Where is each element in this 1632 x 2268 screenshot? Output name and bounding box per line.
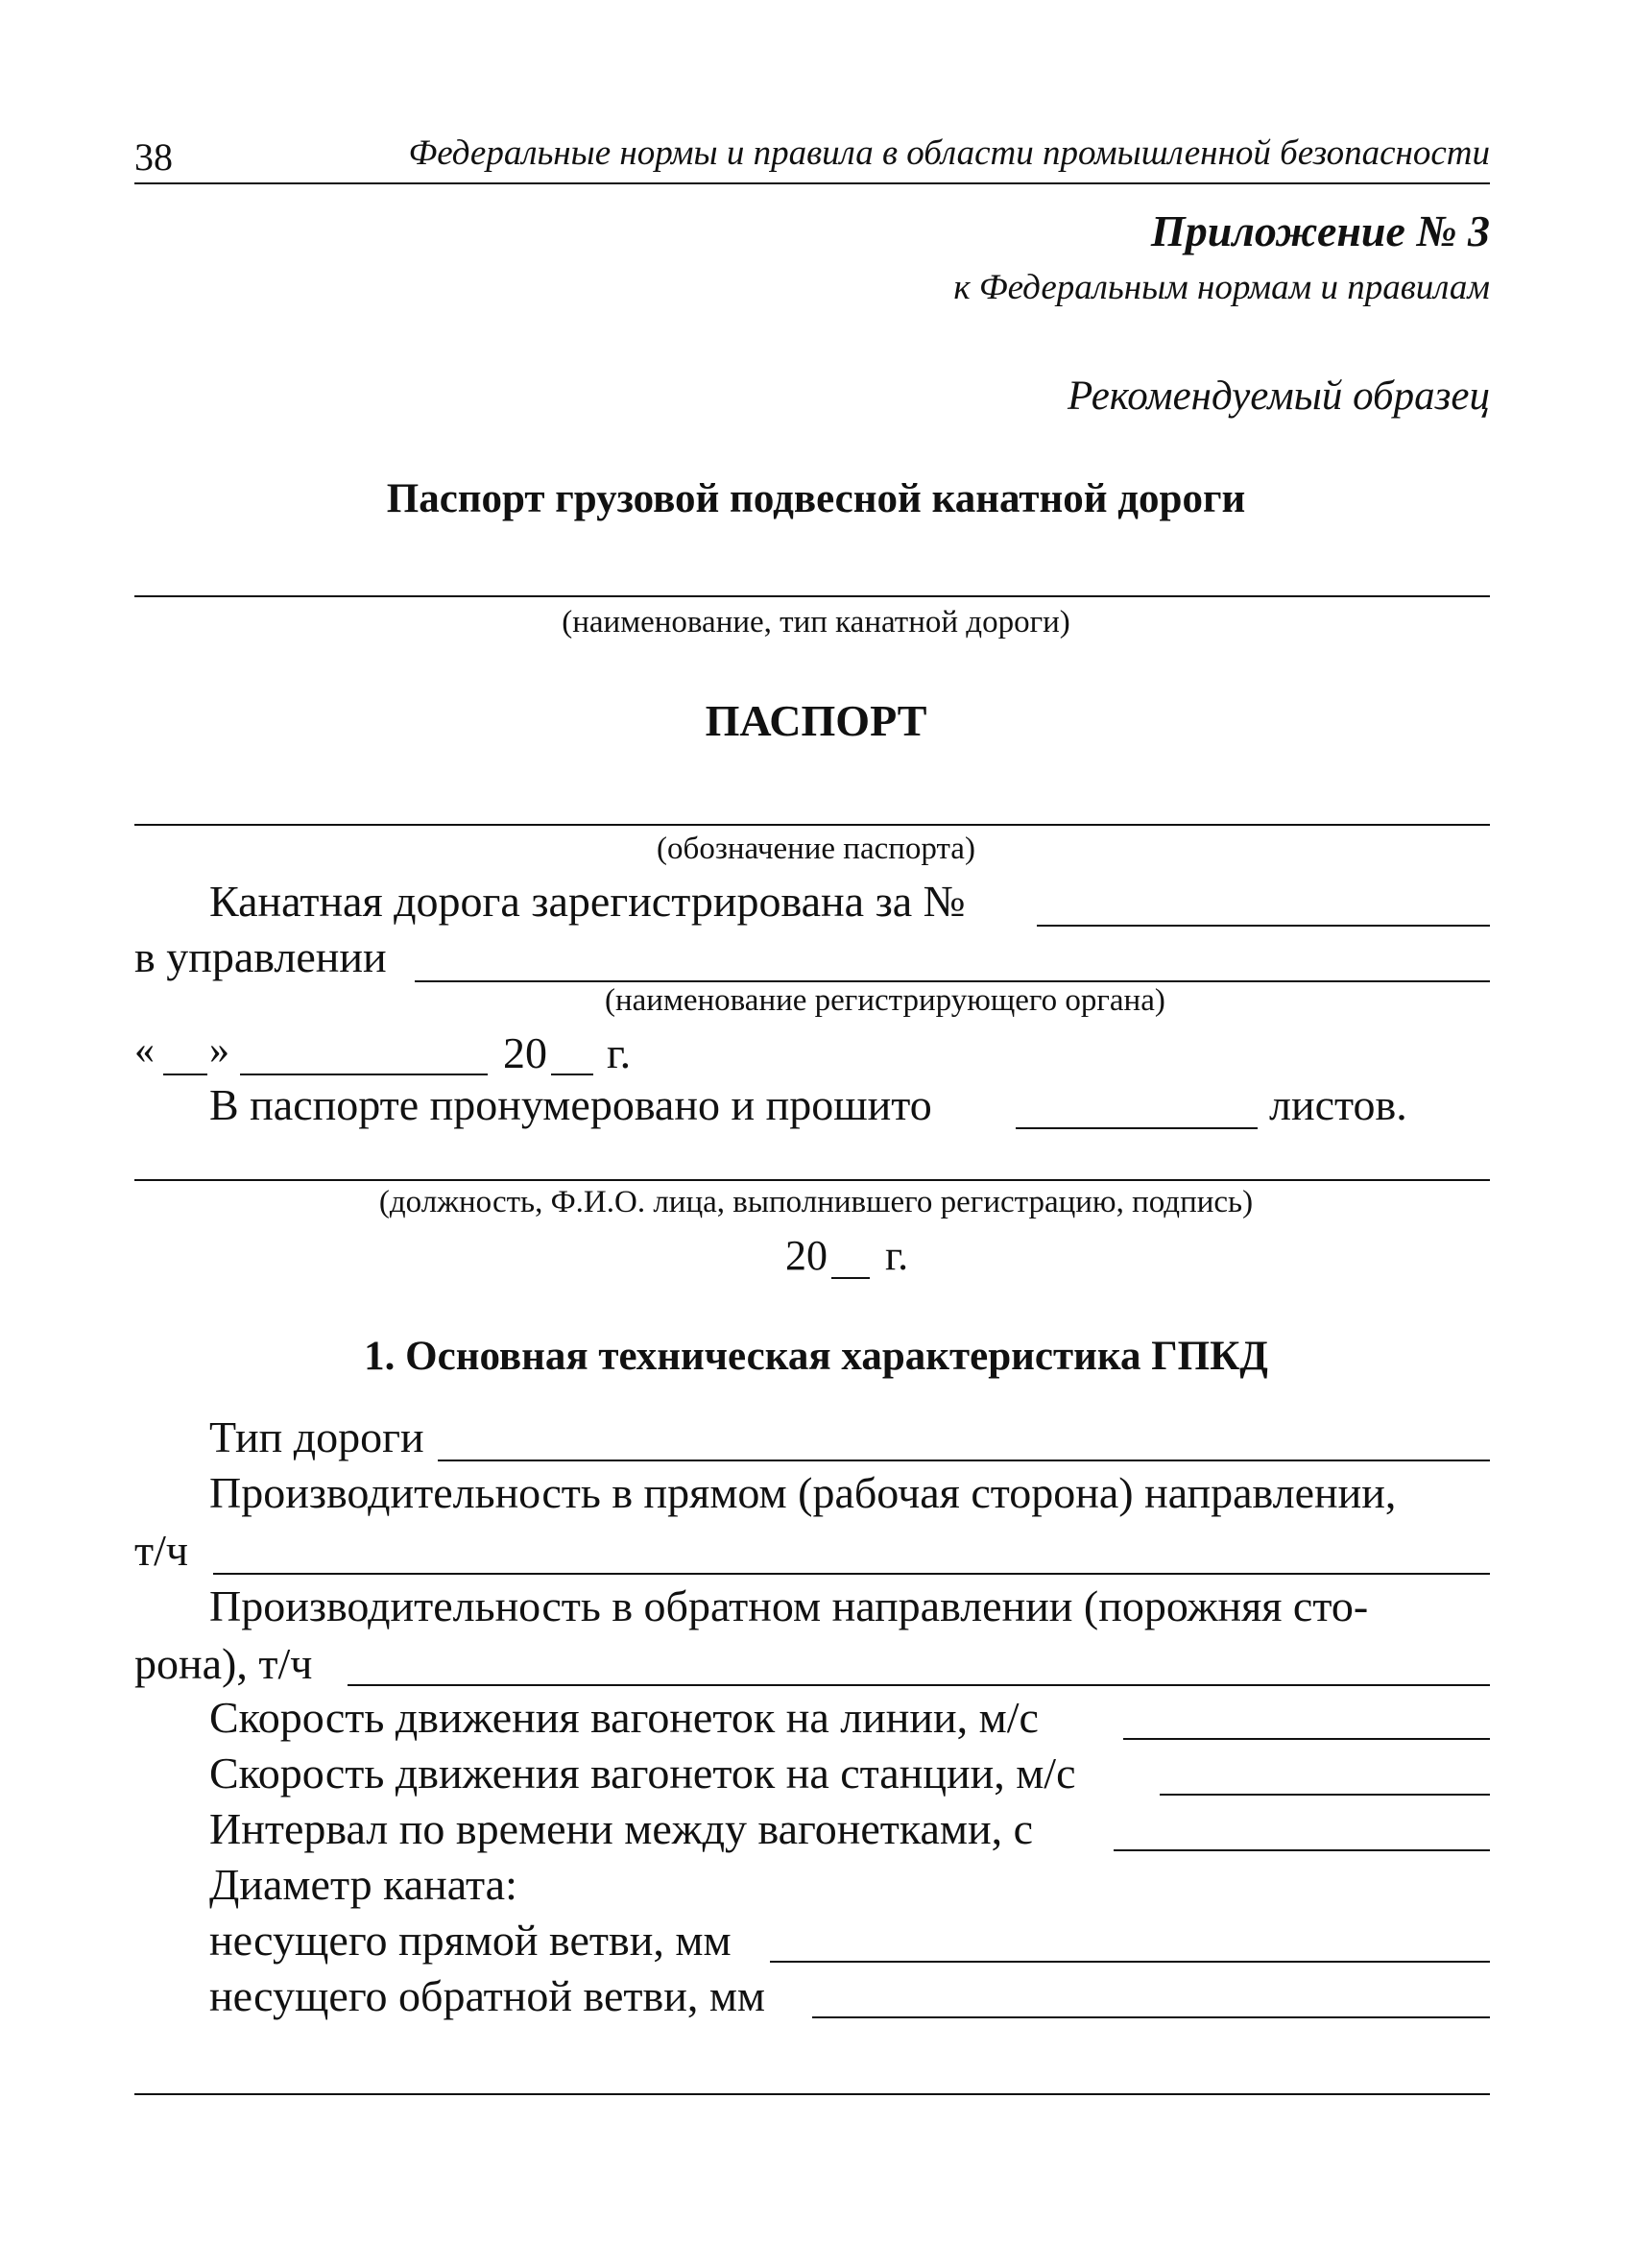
speed-line-label: Скорость движения вагонеток на линии, м/с xyxy=(209,1693,1039,1742)
name-caption: (наименование, тип канатной дороги) xyxy=(562,605,1070,639)
header-rule xyxy=(134,182,1490,184)
capacity-forward-label: Производительность в прямом (рабочая сторона) направлении, xyxy=(209,1468,1397,1517)
designation-caption: (обозначение паспорта) xyxy=(657,832,975,866)
footer-rule xyxy=(134,2093,1490,2095)
authority-caption: (наименование регистрирующего органа) xyxy=(605,983,1165,1018)
date-quote-open: « xyxy=(134,1028,155,1073)
date-quote-close: » xyxy=(209,1028,229,1073)
capacity-reverse-label-cont: рона), т/ч xyxy=(134,1639,313,1688)
document-title: Паспорт грузовой подвесной канатной дороги xyxy=(386,476,1246,521)
appendix-title: Приложение № 3 xyxy=(1150,206,1490,255)
signature-year-suffix: г. xyxy=(885,1232,909,1279)
date-month-line xyxy=(240,1074,488,1075)
road-type-line xyxy=(438,1460,1490,1461)
capacity-forward-unit: т/ч xyxy=(134,1526,189,1575)
carrying-reverse-fill xyxy=(812,2016,1490,2018)
capacity-reverse-label: Производительность в обратном направлении (порожняя сто- xyxy=(209,1581,1369,1630)
interval-label: Интервал по времени между вагонетками, с xyxy=(209,1804,1034,1853)
pages-suffix: листов. xyxy=(1269,1080,1407,1129)
date-year-line xyxy=(551,1074,593,1075)
speed-station-label: Скорость движения вагонеток на станции, м/с xyxy=(209,1749,1076,1798)
date-year-suffix: г. xyxy=(607,1028,632,1077)
pages-count-line xyxy=(1016,1127,1258,1129)
capacity-forward-line xyxy=(213,1573,1490,1575)
capacity-reverse-line xyxy=(348,1684,1490,1686)
signature-year-label: 20 xyxy=(785,1232,828,1279)
date-day-line xyxy=(163,1074,207,1075)
section-1-title: 1. Основная техническая характеристика ГПКД xyxy=(364,1334,1268,1379)
registered-label: Канатная дорога зарегистрирована за № xyxy=(209,877,966,926)
passport-title: ПАСПОРТ xyxy=(705,696,927,745)
speed-station-fill xyxy=(1160,1794,1490,1796)
page-number: 38 xyxy=(134,135,173,179)
road-type-label: Тип дороги xyxy=(209,1412,424,1461)
interval-fill xyxy=(1114,1849,1490,1851)
signature-fill-line xyxy=(134,1179,1490,1181)
signature-year-line xyxy=(831,1277,870,1279)
pages-label: В паспорте пронумеровано и прошито xyxy=(209,1080,932,1129)
signature-caption: (должность, Ф.И.О. лица, выполнившего регистрацию, подпись) xyxy=(378,1185,1254,1219)
carrying-forward-label: несущего прямой ветви, мм xyxy=(209,1916,732,1965)
date-year-label: 20 xyxy=(503,1028,547,1077)
department-line xyxy=(415,980,1490,982)
department-label: в управлении xyxy=(134,932,387,981)
carrying-reverse-label: несущего обратной ветви, мм xyxy=(209,1971,766,2020)
registration-number-line xyxy=(1037,925,1490,927)
running-title: Федеральные нормы и правила в области промышленной безопасности xyxy=(408,133,1490,173)
rope-diameter-label: Диаметр каната: xyxy=(209,1860,517,1909)
appendix-subtitle: к Федеральным нормам и правилам xyxy=(953,268,1490,307)
speed-line-fill xyxy=(1123,1738,1490,1740)
designation-fill-line xyxy=(134,824,1490,826)
name-fill-line xyxy=(134,595,1490,597)
recommended-sample-label: Рекомендуемый образец xyxy=(1067,374,1490,419)
carrying-forward-fill xyxy=(770,1961,1490,1963)
